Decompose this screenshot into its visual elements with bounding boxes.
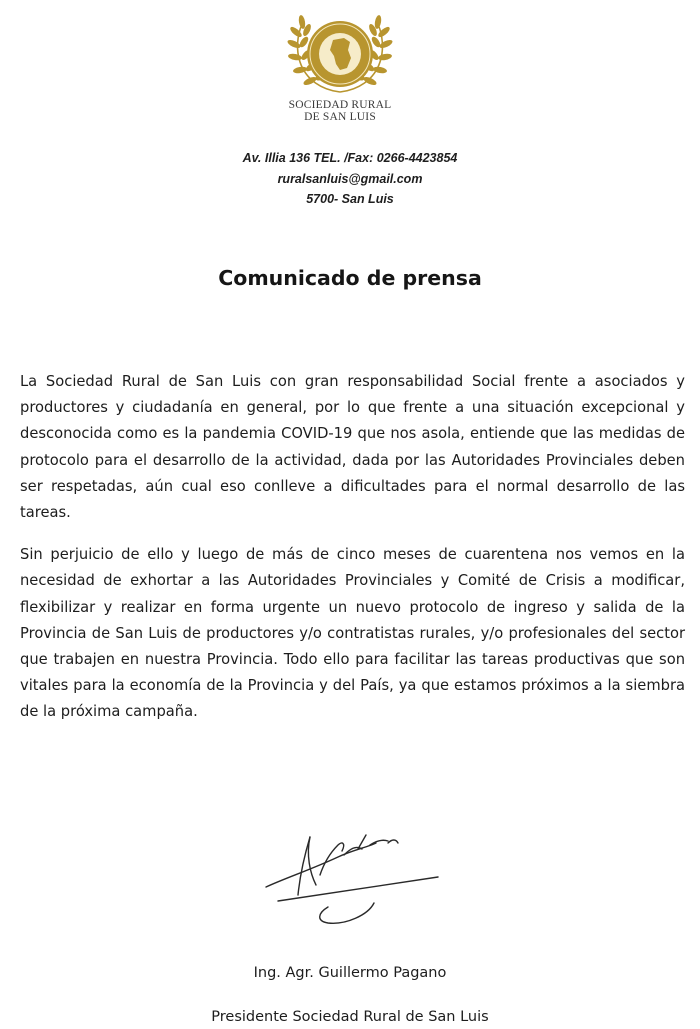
handwritten-signature [258, 815, 448, 935]
signer-role: Presidente Sociedad Rural de San Luis [211, 1009, 489, 1025]
organization-name-line2: DE SAN LUIS [304, 111, 376, 123]
sociedad-rural-logo [278, 10, 402, 98]
document-title: Comunicado de prensa [218, 266, 482, 290]
organization-name [250, 99, 430, 123]
document-body [20, 369, 685, 742]
address-line: Av. Illia 136 TEL. /Fax: 0266-4423854 [242, 151, 458, 165]
signer-name: Ing. Agr. Guillermo Pagano [253, 965, 447, 981]
paragraph-1: La Sociedad Rural de San Luis con gran responsabilidad Social frente a asociados y productores y ciudadanía en general, por lo que frente a una situación excepcional y desconocida como es la pandemia COVID-19 que nos asola, entiende que las medidas de protocolo para el desarrollo de la actividad, dada por las Autoridades Provinciales deben ser respetadas, aún cual eso conlleve a dificultades para el normal desarrollo de las tareas. [20, 373, 685, 522]
seal-emblem [307, 21, 373, 87]
city-line: 5700- San Luis [306, 192, 394, 206]
contact-block [200, 148, 500, 210]
paragraph-2: Sin perjuicio de ello y luego de más de cinco meses de cuarentena nos vemos en la necesidad de exhortar a las Autoridades Provinciales y Comité de Crisis a modificar, flexibilizar y realizar en forma urgente un nuevo protocolo de ingreso y salida de la Provincia de San Luis de productores y/o contratistas rurales, y/o profesionales del sector que trabajen en nuestra Provincia. Todo ello para facilitar las tareas productivas que son vitales para la economía de la Provincia y del País, ya que estamos próximos a la siembra de la próxima campaña. [20, 546, 685, 721]
email-line: ruralsanluis@gmail.com [277, 171, 423, 186]
organization-name-line1: SOCIEDAD RURAL [288, 99, 392, 111]
